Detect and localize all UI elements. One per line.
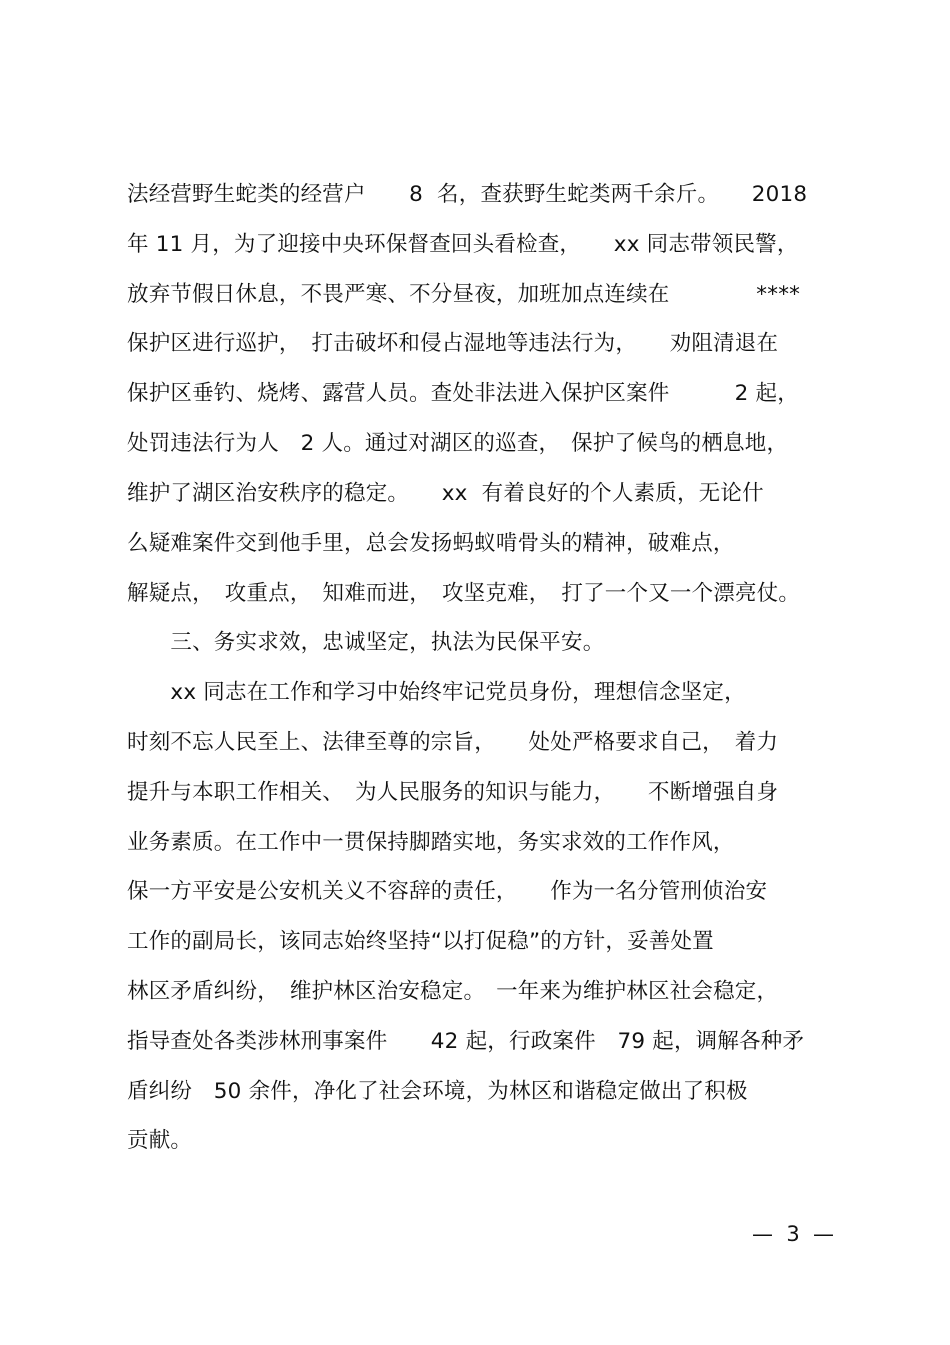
text-line: 工作的副局长，该同志始终坚持“以打促稳”的方针，妥善处置 <box>127 929 714 954</box>
text-line: 保护区进行巡护， 打击破坏和侵占湿地等违法行为， 劝阻清退在 <box>127 331 779 356</box>
text-line: 维护了湖区治安秩序的稳定。 xx 有着良好的个人素质，无论什 <box>127 481 764 506</box>
text-line: 年 11 月，为了迎接中央环保督查回头看检查， xx 同志带领民警， <box>127 232 799 257</box>
page-number: — 3 — <box>752 1222 835 1246</box>
text-line: xx 同志在工作和学习中始终牢记党员身份，理想信念坚定， <box>127 680 746 705</box>
text-line: 提升与本职工作相关、 为人民服务的知识与能力， 不断增强自身 <box>127 780 779 805</box>
text-line: 么疑难案件交到他手里，总会发扬蚂蚁啃骨头的精神，破难点， <box>127 531 735 556</box>
text-line: 盾纠纷 50 余件，净化了社会环境，为林区和谐稳定做出了积极 <box>127 1079 748 1104</box>
text-line: 解疑点， 攻重点， 知难而进， 攻坚克难， 打了一个又一个漂亮仗。 <box>127 581 801 606</box>
text-line: 林区矛盾纠纷， 维护林区治安稳定。 一年来为维护林区社会稳定， <box>127 979 779 1004</box>
text-line: 指导查处各类涉林刑事案件 42 起，行政案件 79 起，调解各种矛 <box>127 1029 805 1054</box>
text-line: 保护区垂钓、烧烤、露营人员。查处非法进入保护区案件 2 起， <box>127 381 799 406</box>
text-line: 业务素质。在工作中一贯保持脚踏实地，务实求效的工作作风， <box>127 830 735 855</box>
text-line: 处罚违法行为人 2 人。通过对湖区的巡查， 保护了候鸟的栖息地， <box>127 431 789 456</box>
text-line: 时刻不忘人民至上、法律至尊的宗旨， 处处严格要求自己， 着力 <box>127 730 779 755</box>
text-line: 放弃节假日休息，不畏严寒、不分昼夜，加班加点连续在 **** <box>127 282 801 307</box>
text-line: 贡献。 <box>127 1128 193 1153</box>
section-heading: 三、务实求效，忠诚坚定，执法为民保平安。 <box>127 630 605 655</box>
text-line: 法经营野生蛇类的经营户 8 名，查获野生蛇类两千余斤。 2018 <box>127 182 808 207</box>
text-line: 保一方平安是公安机关义不容辞的责任， 作为一名分管刑侦治安 <box>127 879 768 904</box>
